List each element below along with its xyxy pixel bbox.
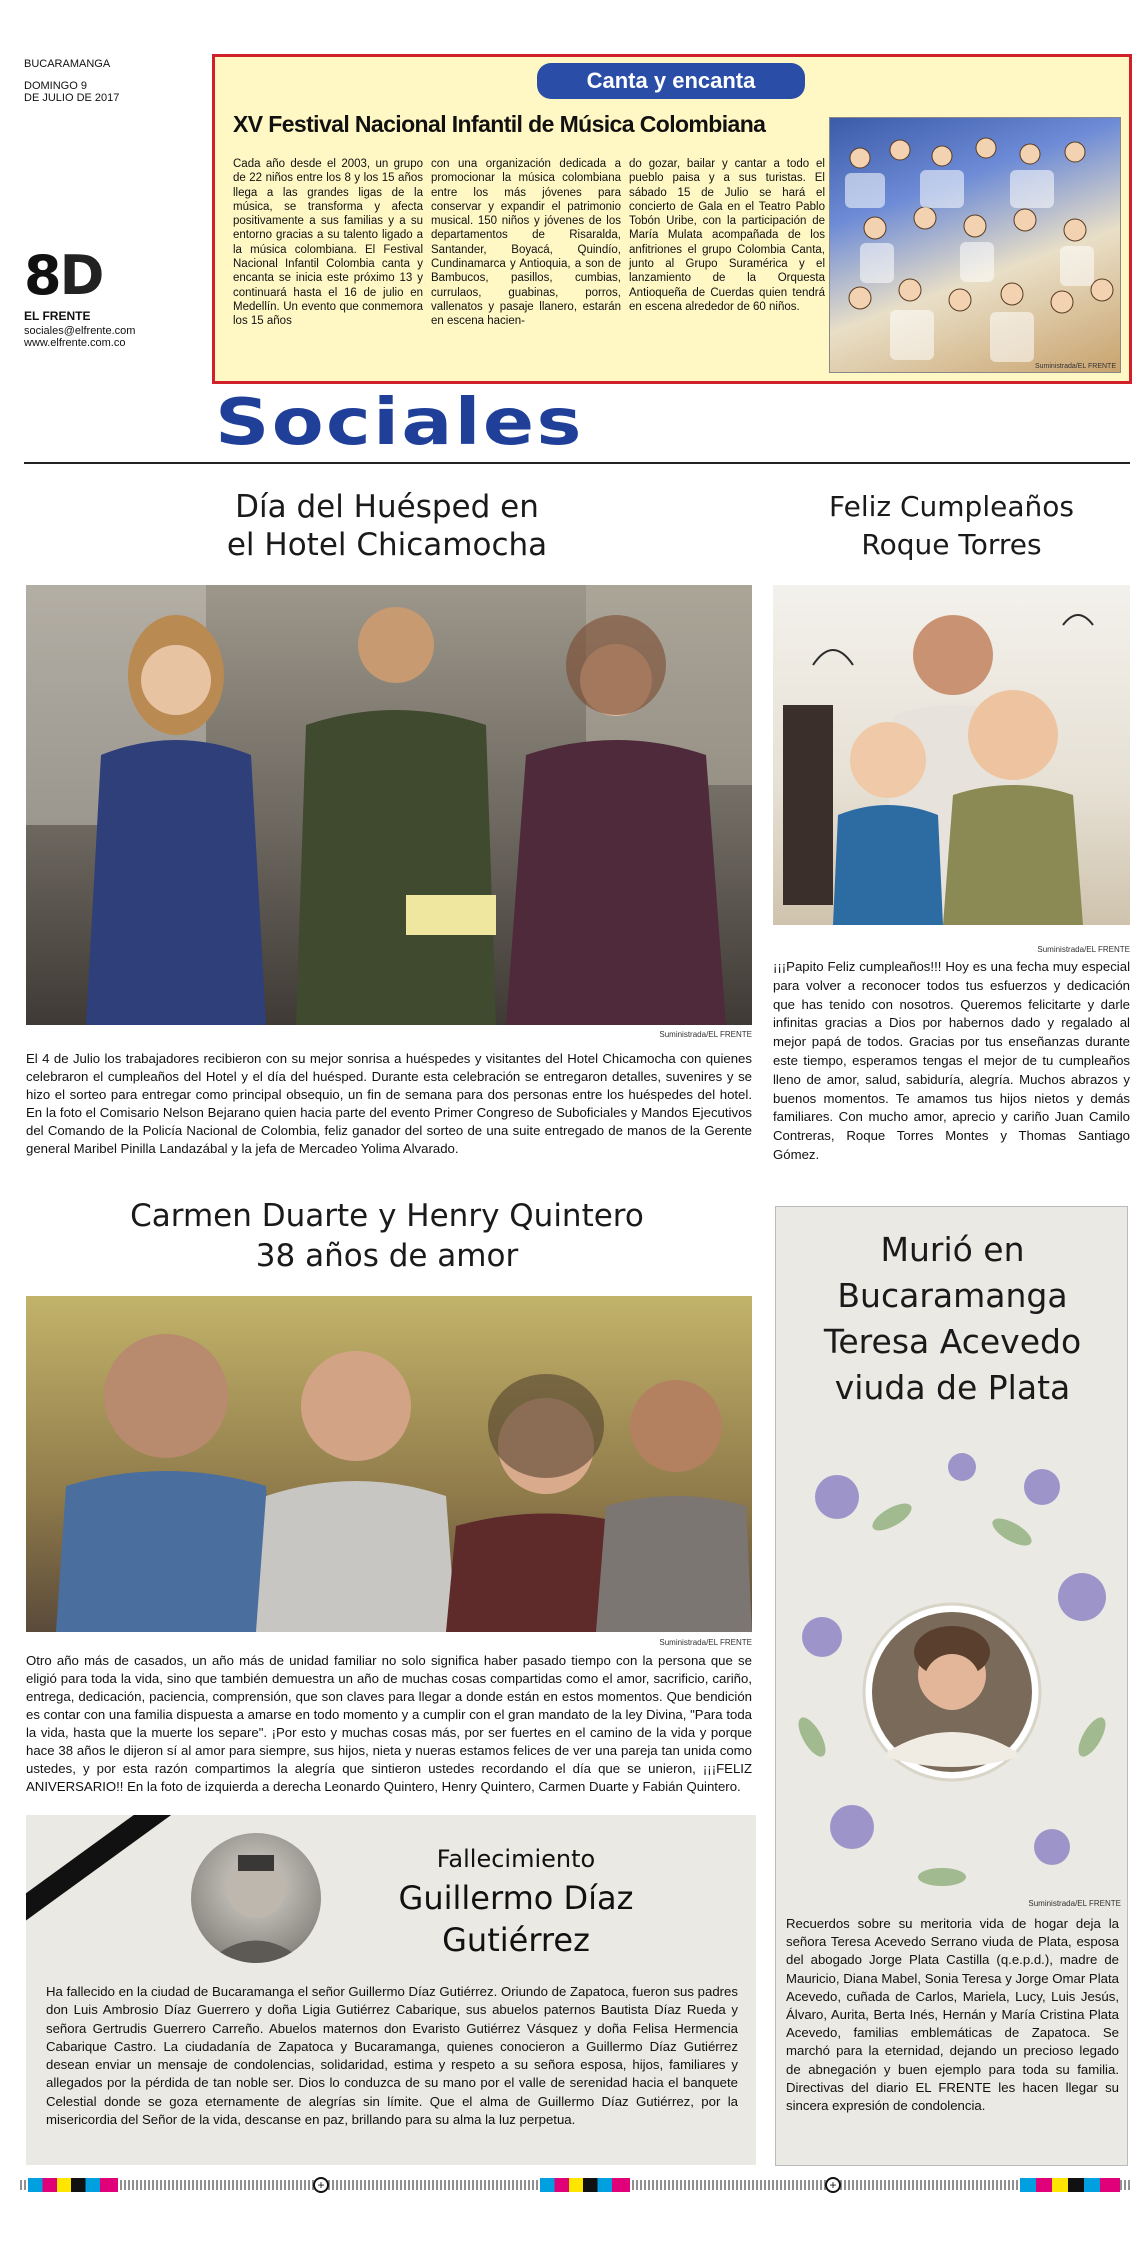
cumple-credit: Suministrada/EL FRENTE — [1037, 945, 1130, 954]
floral-wreath — [782, 1437, 1122, 1917]
date-line-1: DOMINGO 9 — [24, 80, 87, 92]
birthday-family-photo — [773, 585, 1130, 925]
city: BUCARAMANGA — [24, 58, 111, 70]
fallecimiento-body: Ha fallecido en la ciudad de Bucaramanga el señor Guillermo Díaz Gutiérrez. Oriundo de Zapatoca, fueron sus padres don Luis Ambrosio Díaz Guerrero y doña Ligia Gutiérrez Cabarique, sus abuelos paternos Bautista Díaz Rueda y señora Gertrudis Guerrero Carreño. Abuelos maternos don Evaristo Gutiérrez Vásquez y doña Felisa Hermencia Cabarique Castro. La ciudadanía de Zapatoca y Bucaramanga, quienes conocieron a Guillermo Díaz Gutiérrez desean enviar un mensaje de condolencias, solidaridad, estima y respeto a su señora esposa, hijos, familiares y allegados por la pérdida de tan noble ser. Dios lo conduzca de su mano por el valle de serenidad hacia el banquete Celestial donde se goza eternamente de alegrías sin límite. Que el alma de Guillermo Díaz Gutiérrez, por la misericordia del Señor de la vida, descanse en paz, brillando para su alma la luz perpetua. — [46, 1984, 738, 2128]
huesped-credit: Suministrada/EL FRENTE — [659, 1030, 752, 1039]
murio-title — [776, 1227, 1129, 1411]
fallecimiento-box — [26, 1815, 756, 2165]
aniversario-photo — [26, 1296, 752, 1632]
aniversario-title — [24, 1196, 750, 1276]
feature-col-1: Cada año desde el 2003, un grupo de 22 niños entre los 8 y los 15 años llega a las grandes ligas de la música, se transforma y afecta positivamente a sus familias y a su entorno gracias a su talento ligado a la música colombiana. El Festival Nacional Infantil Colombia canta y encanta se inicia este próximo 13 y continuará hasta el 16 de julio en Medellín. Un evento que conmemora los 15 años — [233, 158, 423, 328]
paper-name: EL FRENTE — [24, 309, 91, 323]
murio-title-l3: Teresa Acevedo — [823, 1322, 1082, 1361]
color-swatches-right — [1020, 2178, 1120, 2192]
print-registration-bar — [20, 2178, 1130, 2192]
page-number — [24, 244, 199, 307]
children-group-photo — [830, 118, 1122, 374]
cumple-title — [773, 488, 1130, 564]
aniversario-credit: Suministrada/EL FRENTE — [659, 1638, 752, 1647]
feature-headline: XV Festival Nacional Infantil de Música Colombiana — [233, 111, 766, 137]
registration-mark-2: + — [825, 2177, 841, 2193]
feature-tag: Canta y encanta — [537, 63, 805, 99]
cumple-title-l2: Roque Torres — [861, 528, 1042, 561]
registration-mark-1: + — [313, 2177, 329, 2193]
feature-box — [212, 54, 1132, 384]
murio-title-l1: Murió en — [880, 1230, 1025, 1269]
aniversario-title-l1: Carmen Duarte y Henry Quintero — [130, 1198, 644, 1234]
section-title: Sociales — [215, 386, 584, 460]
fallecimiento-name — [326, 1877, 706, 1961]
section-rule — [24, 462, 1130, 464]
aniversario-body: Otro año más de casados, un año más de unidad familiar no solo significa haber pasado tiempo con la persona que se eligió para toda la vida, sino que también demuestra un año de muchas cosas compartidas como el amor, sacrificio, cariño, entrega, dedicación, paciencia, comprensión, que son claves para llegar a donde están en estos momentos. Que bendición es contar con una familia dispuesta a amarse en todo momento y a cumplir con el gran mandato de la ley Divina, "Para toda la vida, hasta que la muerte los separe". ¡Por esto y muchas cosas más, por ser fuertes en el camino de la vida y porque hace 38 años le dijeron sí al amor para siempre, sus hijos, nieta y nueras estamos felices de ver una pareja tan unida como ustedes, y por esta razón compartimos la alegría que sintieron ustedes recordando el día que se unieron, ¡¡¡FELIZ ANIVERSARIO!! En la foto de izquierda a derecha Leonardo Quintero, Henry Quintero, Carmen Duarte y Fabián Quintero. — [26, 1653, 752, 1794]
murio-body: Recuerdos sobre su meritoria vida de hogar deja la señora Teresa Acevedo Serrano viuda de Plata, esposa del abogado Jorge Plata Castilla (q.e.p.d.), madre de Mauricio, Diana Mabel, Sonia Teresa y Jorge Omar Plata Acevedo, cuñada de Carlos, Mariela, Lucy, Luis Jesús, Álvaro, Aurita, Berta Inés, Hernán y María Cristina Plata Acevedo, familias emblemáticas de Zapatoca. Se marchó para la eternidad, dejando un precioso legado de abnegación y buen ejemplo para toda su familia. Directivas del diario EL FRENTE les hacen llegar su sincera expresión de condolencia. — [786, 1916, 1119, 2114]
page-num: 8 — [24, 244, 60, 307]
feature-col-3: do gozar, bailar y cantar a todo el pueblo paisa y a sus turistas. El sábado 15 de Julio se hará el concierto de Gala en el Teatro Pablo Tobón Uribe, con la participación de María Mulata acompañada de los anfitriones el grupo Colombia Canta, junto al Grupo Suramérica y el lanzamiento de la Orquesta Antioqueña de Cuerdas quien tendrá en escena alrededor de 60 niños. — [629, 158, 825, 313]
huesped-title-l2: el Hotel Chicamocha — [226, 527, 548, 563]
fallecimiento-portrait — [191, 1833, 321, 1963]
fallecimiento-name-l1: Guillermo Díaz — [398, 1879, 634, 1917]
murio-title-l4: viuda de Plata — [834, 1368, 1071, 1407]
cumple-title-l1: Feliz Cumpleaños — [829, 490, 1074, 523]
huesped-title — [24, 488, 750, 564]
huesped-title-l1: Día del Huésped en — [235, 489, 539, 525]
website[interactable]: www.elfrente.com.co — [24, 337, 126, 349]
feature-photo — [829, 117, 1121, 373]
feature-credit: Suministrada/EL FRENTE — [1034, 363, 1116, 370]
cumple-photo — [773, 585, 1130, 925]
feature-col-2: con una organización dedicada a promocionar la música colombiana entre los más jóvenes para conservar y expandir el patrimonio musical. 150 niños y jóvenes de los departamentos de Risaralda, Santander, Boyacá, Quindío, Cundinamarca y Antioquia, a son de Bambucos, pasillos, cumbias, currulaos, guabinas, porros, vallenatos y pasaje llanero, estarán en escena hacien- — [431, 158, 621, 328]
email[interactable]: sociales@elfrente.com — [24, 325, 136, 337]
huesped-photo — [26, 585, 752, 1025]
page-letter: D — [59, 244, 103, 307]
color-swatches-left — [28, 2178, 118, 2192]
color-swatches-mid — [540, 2178, 630, 2192]
date-line-2: DE JULIO DE 2017 — [24, 92, 120, 104]
masthead — [24, 58, 199, 378]
man-portrait — [191, 1833, 321, 1963]
murio-credit: Suministrada/EL FRENTE — [1028, 1899, 1121, 1908]
mourning-ribbon — [26, 1815, 216, 1947]
huesped-body: El 4 de Julio los trabajadores recibieron con su mejor sonrisa a huéspedes y visitantes del Hotel Chicamocha con quienes celebraron el cumpleaños del Hotel y el día del huésped. Durante esta celebración se entregaron detalles, suvenires y se hizo el sorteo para entregar como principal obsequio, un fin de semana para dos personas entre los huéspedes del hotel. En la foto el Comisario Nelson Bejarano quien hacia parte del evento Primer Congreso de Suboficiales y Mandos Ejecutivos del Comando de la Policía Nacional de Colombia, feliz ganador del sorteo de una suite entregado de manos de la Gerente general Maribel Pinilla Landazábal y la jefa de Mercadeo Yolima Alvarado. — [26, 1051, 752, 1156]
fallecimiento-kicker: Fallecimiento — [436, 1845, 596, 1873]
anniversary-family-photo — [26, 1296, 752, 1632]
murio-box — [775, 1206, 1128, 2166]
cumple-body: ¡¡¡Papito Feliz cumpleaños!!! Hoy es una fecha muy especial para volver a reconocer todos tus esfuerzos y dedicación que has tenido con nosotros. Queremos felicitarte y darle infinitas gracias a Dios por habernos dado y regalado al mejor papá de todos. Gracias por tus enseñanzas durante este tiempo, esperamos tengas el mejor de tu cumpleaños lleno de amor, salud, sabiduría, alegría. Muchos abrazos y buenos momentos. Te amamos tus hijos nietos y demás familiares. Con mucho amor, aprecio y cariño Juan Camilo Contreras, Roque Torres Montes y Thomas Santiago Gómez. — [773, 959, 1130, 1162]
murio-title-l2: Bucaramanga — [837, 1276, 1068, 1315]
aniversario-title-l2: 38 años de amor — [255, 1238, 519, 1274]
fallecimiento-name-l2: Gutiérrez — [442, 1921, 590, 1959]
hotel-group-photo — [26, 585, 752, 1025]
